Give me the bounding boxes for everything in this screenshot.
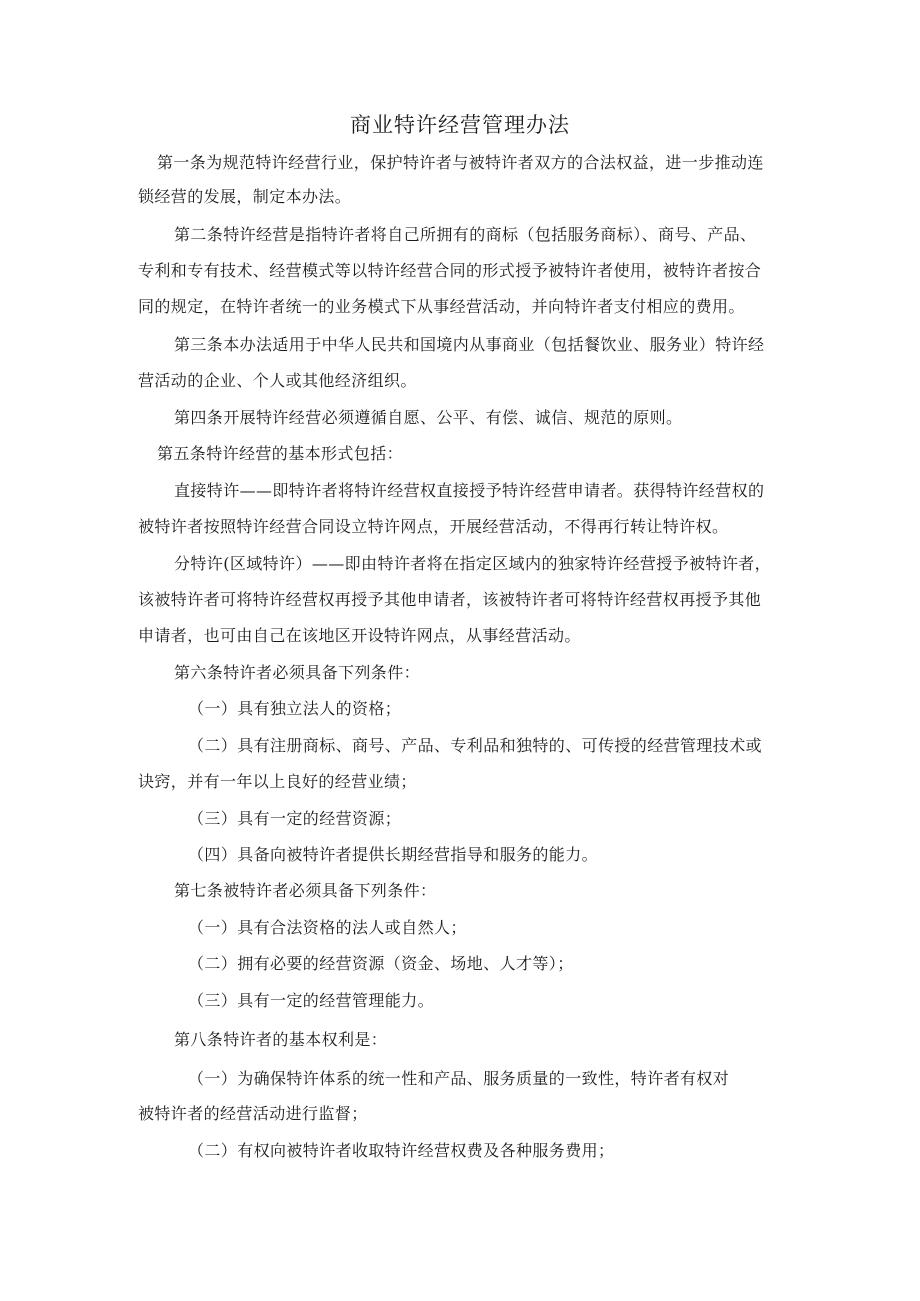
text-line: 分特许(区域特许）——即由特许者将在指定区域内的独家特许经营授予被特许者，: [174, 554, 772, 573]
text-line: （一）为确保特许体系的统一性和产品、服务质量的一致性，特许者有权对: [188, 1069, 730, 1088]
text-line: 第五条特许经营的基本形式包括：: [157, 444, 404, 463]
text-line: 被特许者按照特许经营合同设立特许网点，开展经营活动，不得再行转让特许权。: [138, 517, 729, 536]
text-line: 第四条开展特许经营必须遵循自愿、公平、有偿、诚信、规范的原则。: [174, 408, 683, 427]
text-line: 第八条特许者的基本权利是：: [174, 1030, 388, 1049]
text-line: 第二条特许经营是指特许者将自己所拥有的商标（包括服务商标）、商号、产品、: [174, 225, 757, 244]
text-line: （三）具有一定的经营管理能力。: [188, 991, 435, 1010]
text-line: 第一条为规范特许经营行业，保护特许者与被特许者双方的合法权益，进一步推动连: [157, 153, 764, 172]
text-line: 第三条本办法适用于中华人民共和国境内从事商业（包括餐饮业、服务业）特许经: [174, 335, 765, 354]
document-title: 商业特许经营管理办法: [350, 113, 570, 137]
text-line: 该被特许者可将特许经营权再授予其他申请者，该被特许者可将特许经营权再授予其他: [138, 590, 762, 609]
text-line: 锁经营的发展，制定本办法。: [138, 187, 352, 206]
text-line: 申请者，也可由自己在该地区开设特许网点，从事经营活动。: [138, 626, 581, 645]
text-line: 第七条被特许者必须具备下列条件：: [174, 881, 437, 900]
text-line: 专利和专有技术、经营模式等以特许经营合同的形式授予被特许者使用，被特许者按合: [138, 261, 762, 280]
text-line: 营活动的企业、个人或其他经济组织。: [138, 371, 417, 390]
text-line: 直接特许——即特许者将特许经营权直接授予特许经营申请者。获得特许经营权的: [174, 481, 765, 500]
text-line: 同的规定，在特许者统一的业务模式下从事经营活动，并向特许者支付相应的费用。: [138, 297, 745, 316]
text-line: （一）具有独立法人的资格；: [188, 699, 402, 718]
text-line: （四）具备向被特许者提供长期经营指导和服务的能力。: [188, 845, 599, 864]
text-line: （三）具有一定的经营资源；: [188, 809, 402, 828]
text-line: 诀窍，并有一年以上良好的经营业绩；: [138, 772, 417, 791]
text-line: 被特许者的经营活动进行监督；: [138, 1104, 368, 1123]
text-line: （二）具有注册商标、商号、产品、专利品和独特的、可传授的经营管理技术或: [188, 736, 763, 755]
text-line: （二）有权向被特许者收取特许经营权费及各种服务费用；: [188, 1141, 615, 1160]
text-line: （二）拥有必要的经营资源（资金、场地、人才等）；: [188, 954, 574, 973]
text-line: （一）具有合法资格的法人或自然人；: [188, 918, 467, 937]
text-line: 第六条特许者必须具备下列条件：: [174, 663, 421, 682]
